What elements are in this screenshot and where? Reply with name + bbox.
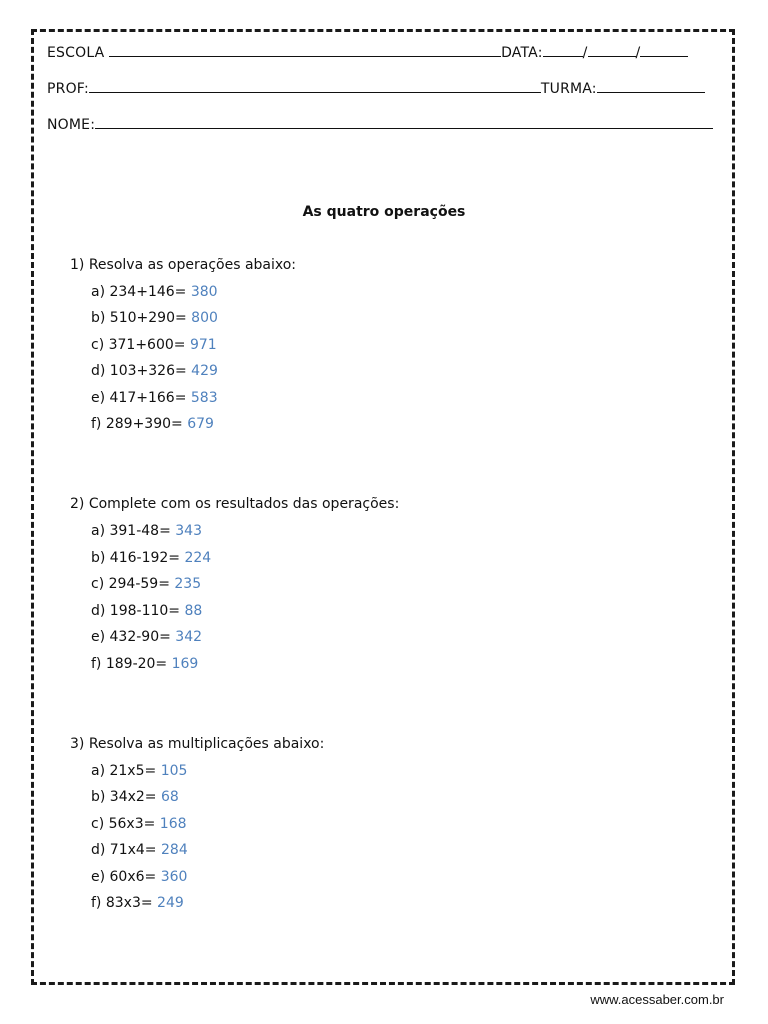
item-answer: 583 xyxy=(190,390,218,406)
item-label: e) 432-90= xyxy=(91,629,176,645)
date-year-field[interactable] xyxy=(640,44,688,57)
prof-field[interactable] xyxy=(89,80,541,93)
header-escola-row xyxy=(47,44,688,61)
escola-label: ESCOLA xyxy=(47,45,110,61)
item-label: e) 417+166= xyxy=(91,390,191,406)
date-slash-1: / xyxy=(582,45,588,61)
item-answer: 169 xyxy=(171,656,199,672)
item-answer: 284 xyxy=(161,842,188,858)
item-label: a) 391-48= xyxy=(91,523,176,539)
item-answer: 224 xyxy=(184,550,212,566)
question-1-item-b xyxy=(91,310,218,326)
item-label: a) 21x5= xyxy=(91,763,161,779)
question-1-item-d xyxy=(91,363,218,379)
item-label: e) 60x6= xyxy=(91,869,161,885)
item-answer: 342 xyxy=(175,629,203,645)
data-label: DATA: xyxy=(501,45,543,61)
question-1-item-a xyxy=(91,284,218,300)
item-label: f) 189-20= xyxy=(91,656,172,672)
question-2-item-a xyxy=(91,523,202,539)
question-3-item-a xyxy=(91,763,187,779)
question-1-item-f xyxy=(91,416,214,432)
question-2-item-e xyxy=(91,629,202,645)
nome-label: NOME: xyxy=(47,117,96,133)
question-1-item-c xyxy=(91,337,217,353)
question-2-item-c xyxy=(91,576,201,592)
item-label: c) 371+600= xyxy=(91,337,190,353)
item-label: d) 198-110= xyxy=(91,603,185,619)
prof-label: PROF: xyxy=(47,81,89,97)
question-3-item-b xyxy=(91,789,179,805)
question-3-item-f xyxy=(91,895,184,911)
footer-website: www.acessaber.com.br xyxy=(590,992,724,1007)
item-answer: 88 xyxy=(184,603,203,619)
item-answer: 249 xyxy=(157,895,184,911)
header-nome-row xyxy=(47,116,713,133)
item-label: c) 294-59= xyxy=(91,576,175,592)
turma-field[interactable] xyxy=(597,80,705,93)
item-answer: 429 xyxy=(191,363,218,379)
turma-label: TURMA: xyxy=(540,81,597,97)
item-label: d) 71x4= xyxy=(91,842,161,858)
question-3-item-e xyxy=(91,869,187,885)
question-1-prompt: 1) Resolva as operações abaixo: xyxy=(70,257,297,273)
date-slash-2: / xyxy=(635,45,641,61)
date-month-field[interactable] xyxy=(588,44,636,57)
item-answer: 679 xyxy=(187,416,214,432)
header-prof-row xyxy=(47,80,705,97)
item-label: b) 510+290= xyxy=(91,310,192,326)
page-title: As quatro operações xyxy=(302,204,466,220)
nome-field[interactable] xyxy=(95,116,713,129)
question-3-item-c xyxy=(91,816,187,832)
item-label: b) 416-192= xyxy=(91,550,185,566)
question-2-item-f xyxy=(91,656,198,672)
item-label: b) 34x2= xyxy=(91,789,161,805)
question-3-prompt: 3) Resolva as multiplicações abaixo: xyxy=(70,736,325,752)
question-1-item-e xyxy=(91,390,218,406)
item-label: d) 103+326= xyxy=(91,363,192,379)
item-label: f) 83x3= xyxy=(91,895,158,911)
item-answer: 343 xyxy=(175,523,202,539)
question-2-prompt: 2) Complete com os resultados das operações: xyxy=(70,496,400,512)
question-2-item-b xyxy=(91,550,211,566)
item-answer: 971 xyxy=(189,337,217,353)
question-3-item-d xyxy=(91,842,188,858)
escola-field[interactable] xyxy=(109,44,501,57)
item-label: c) 56x3= xyxy=(91,816,160,832)
item-label: a) 234+146= xyxy=(91,284,191,300)
item-answer: 800 xyxy=(191,310,218,326)
item-answer: 380 xyxy=(190,284,218,300)
item-answer: 360 xyxy=(160,869,188,885)
item-answer: 168 xyxy=(159,816,187,832)
item-answer: 235 xyxy=(174,576,202,592)
item-answer: 105 xyxy=(160,763,188,779)
item-answer: 68 xyxy=(161,789,179,805)
item-label: f) 289+390= xyxy=(91,416,188,432)
date-day-field[interactable] xyxy=(543,44,583,57)
question-2-item-d xyxy=(91,603,202,619)
